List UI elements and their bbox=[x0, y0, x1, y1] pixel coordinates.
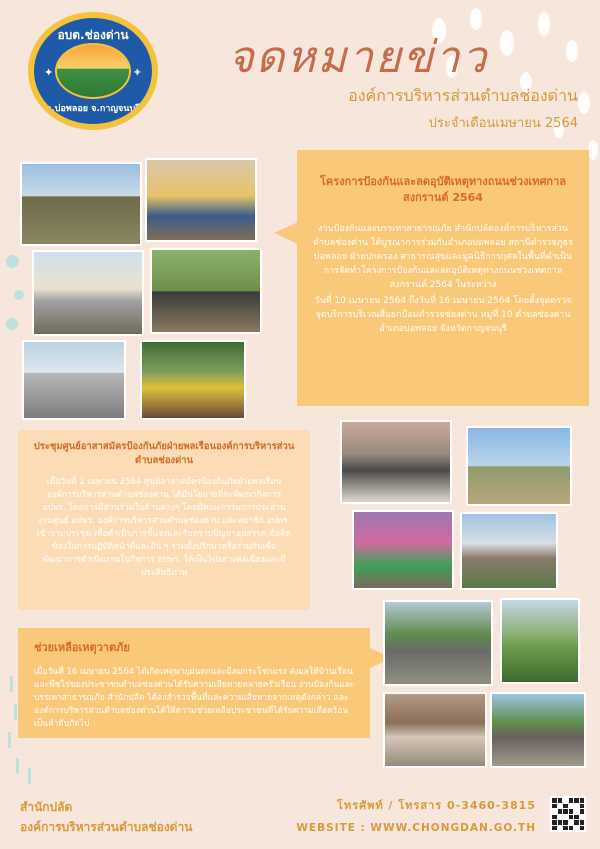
photo-damaged-interior bbox=[383, 692, 487, 768]
photo-damaged-cornfield bbox=[500, 598, 580, 684]
decor-dash bbox=[28, 768, 31, 784]
section-road-safety bbox=[297, 150, 589, 406]
photo-volunteers-outdoor bbox=[352, 510, 454, 590]
section-body: งานป้องกันและบรรเทาสาธารณภัย สำนักปลัดองค์การบริหารส่วนตำบลช่องด่าน ได้บูรณาการร่วมกับอำเภอบ่อพลอย สถานีตำรวจภูธรบ่อพลอย ฝ่ายปกครอง สาธารณสุขและมูลนิธิการกุศลในพื้นที่ดำเนินการจัดทำโครงการป้องกันและลดอุบัติเหตุทางถนนช่วงเทศกาลสงกรานต์ 2564 ในระหว่าง bbox=[312, 224, 574, 290]
section-storm-relief bbox=[18, 628, 370, 738]
photo-road-checkpoint bbox=[32, 250, 144, 336]
organization-logo bbox=[28, 12, 158, 130]
footer-website[interactable]: WEBSITE : WWW.CHONGDAN.GO.TH bbox=[296, 822, 536, 834]
section-body: เมื่อวันที่ 16 เมษายน 2564 ได้เกิดเหตุพายุฝนตกและมีลมกระโชกแรง ส่งผลให้บ้านเรือนและพืชไร่ของประชาชนตำบลช่องด่านได้รับความเสียหายหลายครัวเรือน งานป้องกันและบรรเทาสาธารณภัย สำนักปลัด ได้ลงสำรวจพื้นที่และความเสียหายจากเหตุดังกล่าว และองค์การบริหารส่วนตำบลช่องด่านได้ให้ความช่วยเหลือประชาชนที่ได้รับความเดือดร้อนเป็นลำดับถัดไป bbox=[34, 667, 355, 729]
callout-pointer bbox=[274, 222, 298, 244]
photo-car-inspection bbox=[22, 340, 126, 420]
logo-emblem bbox=[34, 18, 152, 124]
footer-organization: องค์การบริหารส่วนตำบลช่องด่าน bbox=[20, 820, 193, 834]
photo-relief-delivery bbox=[490, 692, 586, 768]
section-title: ช่วยเหลือเหตุวาตภัย bbox=[34, 641, 130, 654]
decor-pill bbox=[578, 92, 590, 114]
photo-meeting-room bbox=[340, 420, 452, 504]
decor-dash bbox=[14, 704, 17, 720]
footer-office: สำนักปลัด bbox=[20, 800, 73, 814]
newsletter-title: จดหมายข่าว bbox=[228, 32, 489, 83]
decor-dot bbox=[6, 255, 19, 268]
organization-heading: องค์การบริหารส่วนตำบลช่องด่าน bbox=[348, 86, 578, 105]
section-title: โครงการป้องกันและลดอุบัติเหตุทางถนนช่วงเทศกาลสงกรานต์ 2564 bbox=[319, 175, 567, 204]
decor-dot bbox=[6, 318, 18, 330]
section-body: เมื่อวันที่ 1 เมษายน 2564 ศูนย์อาสาสมัครป้องกันภัยฝ่ายพลเรือน องค์การบริหารส่วนตำบลช่องด่าน ได้มีนโยบายที่จะพัฒนากิจการ อปพร. โดยการมีส่วนร่วมในด้านต่างๆ โดยมีคณะกรรมการประสานงานศูนย์ อปพร. องค์การบริหารส่วนตำบลช่องด่าน และสมาชิก อปพร. เข้าร่วมประชุม เพื่อดำเนินการชี้แจงและรับทราบปัญหาอุปสรรค ข้อติดข้องในการปฏิบัติหน้าที่และอื่น ๆ รวมทั้งปรึกษาหรือร่วมกันเพื่อพัฒนาการดำเนินงานในกิจการ อปพร. ให้เป็นไปอย่างต่อเนื่องและมีประสิทธิภาพ bbox=[36, 477, 292, 578]
section-dates: วันที่ 10 เมษายน 2564 ถึงวันที่ 16 เมษายน 2564 โดยตั้งจุดตรวจ จุดบริการบริเวณสี่แยกป้อมตำรวจช่องด่าน หมู่ที่ 10 ตำบลช่องด่าน อำเภอบ่อพลอย จังหวัดกาญจนบุรี bbox=[314, 296, 572, 334]
footer-phone: โทรศัพท์ / โทรสาร 0-3460-3815 bbox=[337, 799, 536, 812]
photo-checkpoint-group bbox=[20, 162, 142, 246]
photo-volunteer-tent bbox=[460, 512, 558, 590]
decor-dot bbox=[14, 290, 24, 300]
photo-motorcyclist-check bbox=[140, 340, 246, 420]
logo-bottom-text: อ.บ่อพลอย จ.กาญจนบุรี bbox=[45, 104, 141, 114]
decor-pill bbox=[538, 12, 550, 36]
decor-dash bbox=[16, 758, 19, 774]
issue-date: ประจำเดือนเมษายน 2564 bbox=[428, 116, 578, 131]
decor-pill bbox=[588, 140, 598, 160]
logo-top-text: อบต.ช่องด่าน bbox=[57, 28, 129, 42]
logo-elephant-scene bbox=[55, 43, 131, 99]
photo-service-tent bbox=[145, 158, 257, 242]
decor-pill bbox=[566, 40, 578, 62]
star-icon: ✦ bbox=[44, 66, 54, 79]
photo-fallen-tree-house bbox=[383, 600, 493, 686]
decor-dash bbox=[8, 732, 11, 748]
section-volunteer-meeting bbox=[18, 430, 310, 610]
star-icon: ✦ bbox=[132, 66, 142, 79]
decor-pill bbox=[500, 30, 514, 56]
decor-dash bbox=[10, 676, 13, 692]
qr-code-icon[interactable] bbox=[550, 796, 586, 832]
photo-officer-roadside bbox=[150, 248, 262, 334]
section-title: ประชุมศูนย์อาสาสมัครป้องกันภัยฝ่ายพลเรือนองค์การบริหารส่วนตำบลช่องด่าน bbox=[33, 441, 295, 466]
photo-volunteer-yard bbox=[466, 426, 572, 506]
